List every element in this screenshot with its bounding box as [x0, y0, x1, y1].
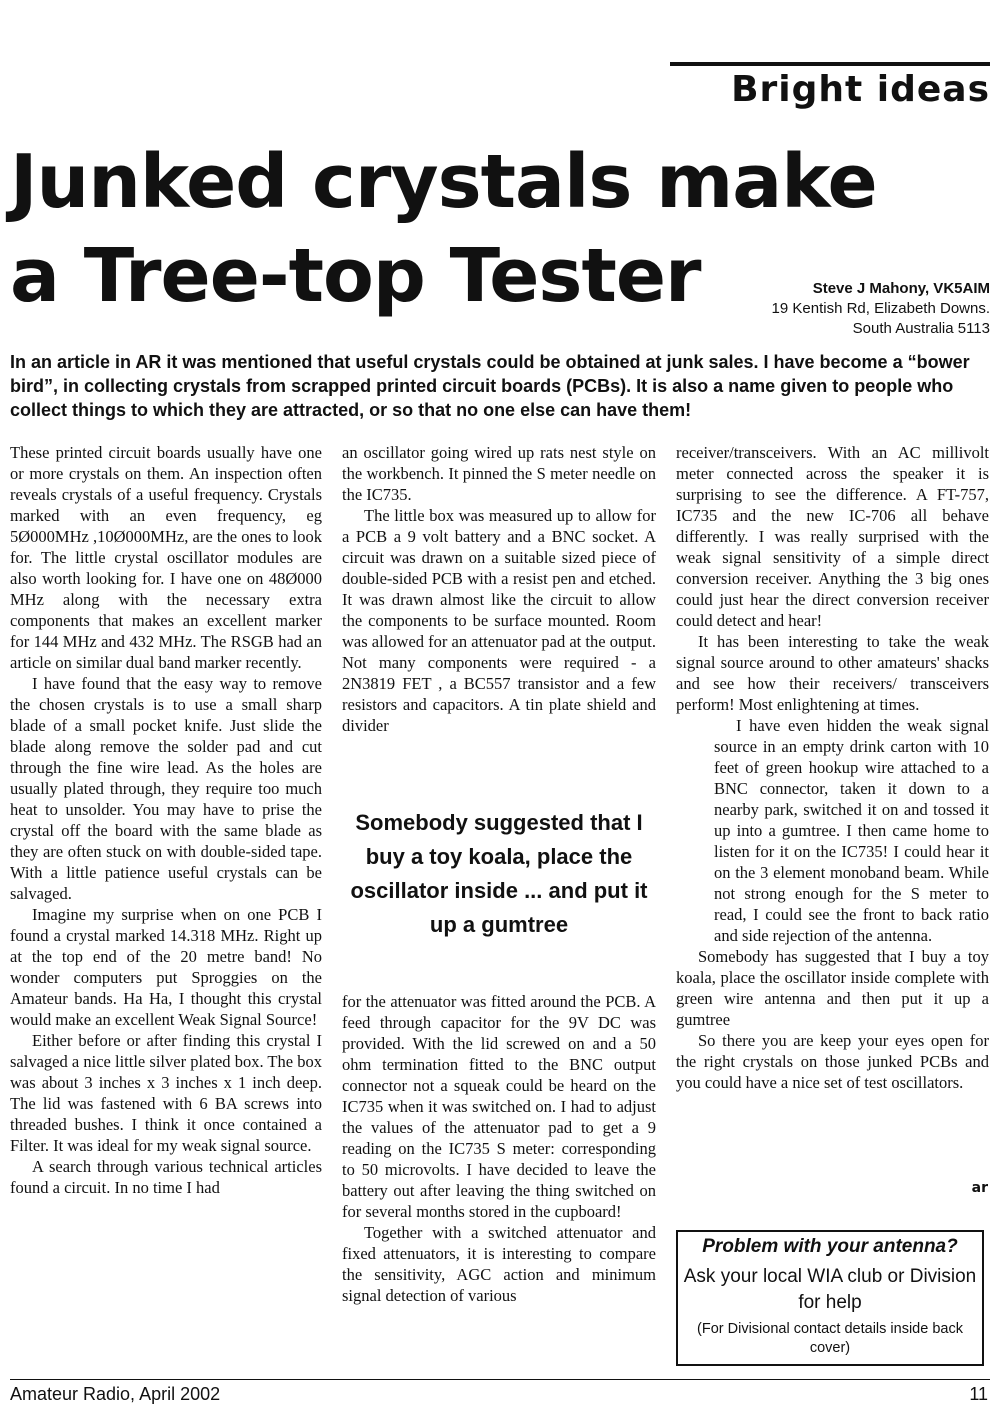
advert-body: Ask your local WIA club or Division for help: [683, 1266, 977, 1313]
paragraph: I have found that the easy way to remove the chosen crystals is to use a small sharp blade of a small pocket knife. Just slide the blade along remove the solder pad and cut through the fine wire lead. As the holes are usually plated through, they require too much heat to unsolder. You may have to prise the crystal off the board with the same blade as they are often stuck on with double-sided tape. With a little patience useful crystals can be salvaged.: [10, 674, 322, 903]
paragraph: Together with a switched attenuator and fixed attenuators, it is interesting to compare the sensitivity, AGC action and minimum signal detection of various: [342, 1223, 656, 1305]
column-2-bottom: [342, 991, 656, 1306]
advert-heading: Problem with your antenna?: [702, 1236, 958, 1257]
paragraph: for the attenuator was fitted around the PCB. A feed through capacitor for the 9V DC was provided. With the lid screwed on and a 50 ohm termination fitted to the BNC output connector not a squeak could be heard on the IC735 when it was switched on. I had to adjust the values of the attenuator pad to get a 9 reading on the IC735 S meter: corresponding to 50 microvolts. I have decided to leave the battery out after leaving the thing switched on for several months stored in the cupboard!: [342, 992, 656, 1221]
pull-quote: Somebody suggested that I buy a toy koala, place the oscillator inside ... and put it up a gumtree: [350, 810, 648, 937]
section-tag: Bright ideas: [670, 62, 990, 112]
author-block: [590, 279, 990, 339]
author-address-line-2: South Australia 5113: [852, 320, 990, 337]
author-address-line-1: 19 Kentish Rd, Elizabeth Downs.: [771, 300, 990, 317]
author-name: Steve J Mahony, VK5AIM: [812, 280, 990, 297]
paragraph: It has been interesting to take the weak signal source around to other amateurs' shacks and see how their receivers/ transceivers perform! Most enlightening at times.: [676, 632, 989, 714]
paragraph: I have even hidden the weak signal source in an empty drink carton with 10 feet of green hookup wire attached to a BNC connector, taken it down to a nearby park, switched it on and tossed it up into a gumtree. I then came home to listen for it on the IC735! I could hear it on the 3 element monoband beam. While not strong enough for the S meter to read, I could see the front to back ratio and side rejection of the antenna.: [714, 716, 989, 945]
paragraph: Imagine my surprise when on one PCB I found a crystal marked 14.318 MHz. Right up at the top end of the 20 metre band! No wonder computers put Sproggies on the Amateur bands. Ha Ha, I thought this crystal would make an excellent Weak Signal Source!: [10, 905, 322, 1029]
column-2-top: [342, 442, 656, 736]
advert-note: (For Divisional contact details inside back cover): [697, 1321, 963, 1356]
paragraph: The little box was measured up to allow for a PCB a 9 volt battery and a BNC socket. A circuit was drawn on a suitable sized piece of double-sided PCB with a resist pen and etched. It was drawn almost like the circuit to allow the components to be surface mounted. Room was allowed for an attenuator pad at the output. Not many components were required - a 2N3819 FET , a BC557 transistor and a few resistors and capacitors. A tin plate shield and divider: [342, 506, 656, 735]
footer-publication: Amateur Radio, April 2002: [10, 1384, 221, 1404]
column-1: [10, 442, 322, 1198]
page-number: 11: [969, 1384, 988, 1404]
footer-rule: [10, 1379, 990, 1380]
paragraph: A search through various technical articles found a circuit. In no time I had: [10, 1157, 322, 1197]
paragraph: So there you are keep your eyes open for the right crystals on those junked PCBs and you could have a nice set of test oscillators.: [676, 1031, 989, 1092]
paragraph: an oscillator going wired up rats nest style on the workbench. It pinned the S meter needle on the IC735.: [342, 443, 656, 504]
paragraph: Either before or after finding this crystal I salvaged a nice little silver plated box. The box was about 3 inches x 3 inches x 1 inch deep. The lid was fastened with 6 BA screws into threaded bushes. I think it once contained a Filter. It was ideal for my weak signal source.: [10, 1031, 322, 1155]
end-mark: ar: [971, 1180, 988, 1196]
title-line-2: a Tree-top Tester: [10, 233, 701, 319]
paragraph: receiver/transceivers. With an AC millivolt meter connected across the speaker it is surprising to see the difference. A FT-757, IC735 and the new IC-706 all behave differently. I was really surprised with the weak signal sensitivity of a simple direct conversion receiver. Anything the 3 big ones could just hear the direct conversion receiver could detect and hear!: [676, 443, 989, 630]
title-line-1: Junked crystals make: [10, 139, 877, 225]
column-3: [676, 442, 989, 1093]
paragraph: These printed circuit boards usually have one or more crystals on them. An inspection often reveals crystals of a useful frequency. Crystals marked with an even frequency, eg 5Ø000MHz ,10Ø000MHz, are the ones to look for. The little crystal oscillator modules are also worth looking for. I have one on 48Ø000 MHz along with the necessary extra components that makes an excellent marker for 144 MHz and 432 MHz. The RSGB had an article on similar dual band marker recently.: [10, 443, 322, 672]
paragraph: Somebody has suggested that I buy a toy koala, place the oscillator inside complete with green wire antenna and then put it up a gumtree: [676, 947, 989, 1029]
advert-box: [676, 1230, 984, 1366]
intro-paragraph: In an article in AR it was mentioned that useful crystals could be obtained at junk sales. I have become a “bower bird”, in collecting crystals from scrapped printed circuit boards (PCBs). It is also a name given to people who collect things to which they are attracted, or so that no one else can have them!: [10, 352, 970, 420]
